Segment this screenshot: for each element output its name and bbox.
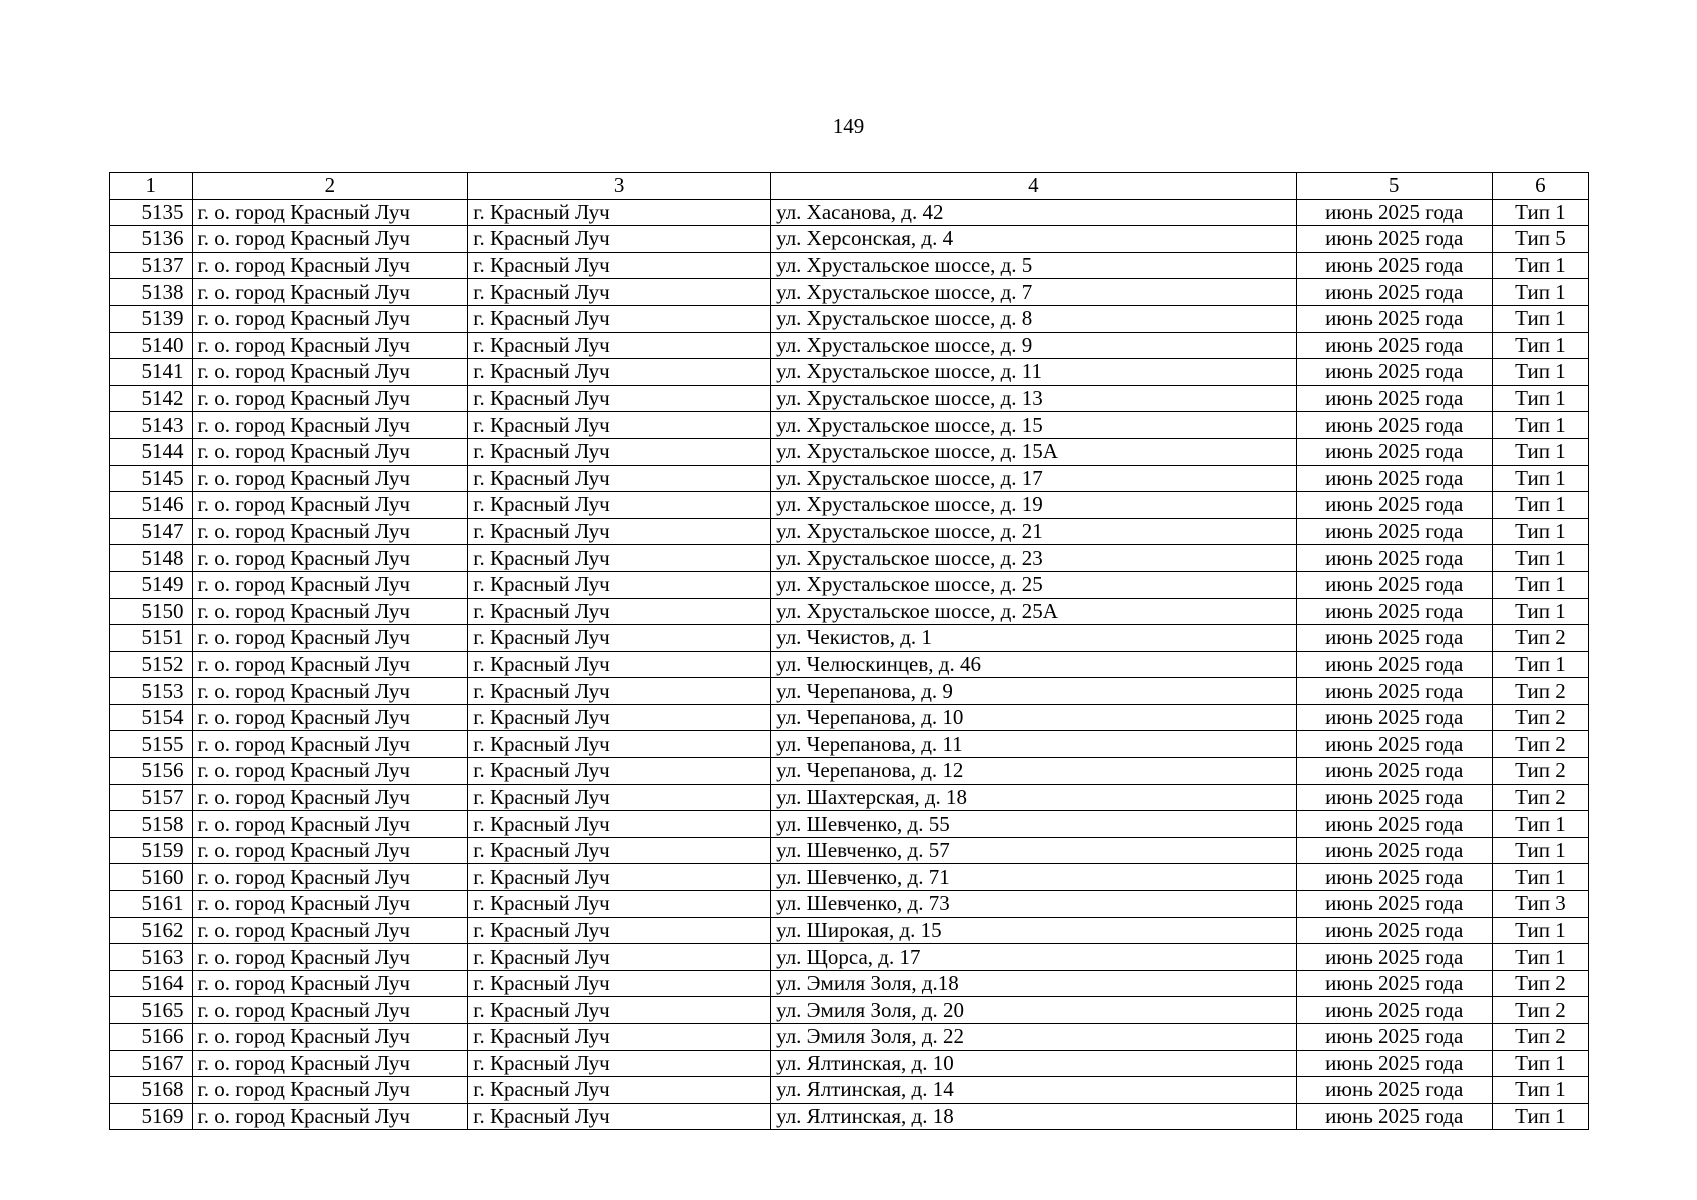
municipality-cell: г. о. город Красный Луч <box>192 252 468 279</box>
address-cell: ул. Хрустальское шоссе, д. 9 <box>771 332 1296 359</box>
settlement-cell: г. Красный Луч <box>468 465 771 492</box>
table-row <box>110 997 1589 1024</box>
table-row <box>110 438 1589 465</box>
period-cell: июнь 2025 года <box>1296 997 1492 1024</box>
municipality-cell: г. о. город Красный Луч <box>192 704 468 731</box>
row-number-cell: 5135 <box>110 199 193 226</box>
period-cell: июнь 2025 года <box>1296 917 1492 944</box>
type-cell: Тип 2 <box>1492 1024 1588 1051</box>
table-row <box>110 412 1589 439</box>
period-cell: июнь 2025 года <box>1296 1103 1492 1130</box>
municipality-cell: г. о. город Красный Луч <box>192 625 468 652</box>
period-cell: июнь 2025 года <box>1296 944 1492 971</box>
municipality-cell: г. о. город Красный Луч <box>192 385 468 412</box>
settlement-cell: г. Красный Луч <box>468 332 771 359</box>
period-cell: июнь 2025 года <box>1296 598 1492 625</box>
period-cell: июнь 2025 года <box>1296 625 1492 652</box>
address-cell: ул. Хрустальское шоссе, д. 21 <box>771 518 1296 545</box>
municipality-cell: г. о. город Красный Луч <box>192 199 468 226</box>
period-cell: июнь 2025 года <box>1296 837 1492 864</box>
address-cell: ул. Ялтинская, д. 10 <box>771 1050 1296 1077</box>
row-number-cell: 5164 <box>110 970 193 997</box>
table-row <box>110 651 1589 678</box>
address-cell: ул. Челюскинцев, д. 46 <box>771 651 1296 678</box>
municipality-cell: г. о. город Красный Луч <box>192 864 468 891</box>
period-cell: июнь 2025 года <box>1296 651 1492 678</box>
settlement-cell: г. Красный Луч <box>468 252 771 279</box>
column-header-4: 4 <box>771 173 1296 200</box>
table-row <box>110 598 1589 625</box>
type-cell: Тип 1 <box>1492 811 1588 838</box>
municipality-cell: г. о. город Красный Луч <box>192 465 468 492</box>
table-row <box>110 332 1589 359</box>
row-number-cell: 5158 <box>110 811 193 838</box>
address-cell: ул. Хрустальское шоссе, д. 7 <box>771 279 1296 306</box>
type-cell: Тип 2 <box>1492 704 1588 731</box>
row-number-cell: 5159 <box>110 837 193 864</box>
page-number: 149 <box>832 114 865 138</box>
address-cell: ул. Шевченко, д. 55 <box>771 811 1296 838</box>
period-cell: июнь 2025 года <box>1296 518 1492 545</box>
settlement-cell: г. Красный Луч <box>468 545 771 572</box>
table-row <box>110 970 1589 997</box>
table-row <box>110 545 1589 572</box>
address-cell: ул. Эмиля Золя, д. 20 <box>771 997 1296 1024</box>
table-row <box>110 226 1589 253</box>
table-row <box>110 891 1589 918</box>
period-cell: июнь 2025 года <box>1296 1050 1492 1077</box>
type-cell: Тип 1 <box>1492 412 1588 439</box>
row-number-cell: 5161 <box>110 891 193 918</box>
period-cell: июнь 2025 года <box>1296 359 1492 386</box>
address-cell: ул. Хрустальское шоссе, д. 5 <box>771 252 1296 279</box>
row-number-cell: 5169 <box>110 1103 193 1130</box>
type-cell: Тип 2 <box>1492 731 1588 758</box>
table-row <box>110 252 1589 279</box>
period-cell: июнь 2025 года <box>1296 704 1492 731</box>
row-number-cell: 5138 <box>110 279 193 306</box>
type-cell: Тип 1 <box>1492 1103 1588 1130</box>
row-number-cell: 5151 <box>110 625 193 652</box>
row-number-cell: 5149 <box>110 571 193 598</box>
address-cell: ул. Ялтинская, д. 14 <box>771 1077 1296 1104</box>
row-number-cell: 5147 <box>110 518 193 545</box>
municipality-cell: г. о. город Красный Луч <box>192 758 468 785</box>
settlement-cell: г. Красный Луч <box>468 1077 771 1104</box>
type-cell: Тип 2 <box>1492 997 1588 1024</box>
municipality-cell: г. о. город Красный Луч <box>192 279 468 306</box>
table-row <box>110 1050 1589 1077</box>
settlement-cell: г. Красный Луч <box>468 997 771 1024</box>
settlement-cell: г. Красный Луч <box>468 758 771 785</box>
row-number-cell: 5154 <box>110 704 193 731</box>
address-cell: ул. Хрустальское шоссе, д. 25А <box>771 598 1296 625</box>
period-cell: июнь 2025 года <box>1296 970 1492 997</box>
type-cell: Тип 1 <box>1492 385 1588 412</box>
table-row <box>110 1077 1589 1104</box>
address-cell: ул. Хрустальское шоссе, д. 11 <box>771 359 1296 386</box>
settlement-cell: г. Красный Луч <box>468 784 771 811</box>
address-cell: ул. Хрустальское шоссе, д. 25 <box>771 571 1296 598</box>
type-cell: Тип 1 <box>1492 1050 1588 1077</box>
municipality-cell: г. о. город Красный Луч <box>192 651 468 678</box>
address-cell: ул. Хрустальское шоссе, д. 23 <box>771 545 1296 572</box>
period-cell: июнь 2025 года <box>1296 864 1492 891</box>
address-cell: ул. Ялтинская, д. 18 <box>771 1103 1296 1130</box>
row-number-cell: 5152 <box>110 651 193 678</box>
table-row <box>110 837 1589 864</box>
row-number-cell: 5160 <box>110 864 193 891</box>
table-row <box>110 199 1589 226</box>
row-number-cell: 5163 <box>110 944 193 971</box>
address-cell: ул. Хрустальское шоссе, д. 15 <box>771 412 1296 439</box>
row-number-cell: 5136 <box>110 226 193 253</box>
row-number-cell: 5166 <box>110 1024 193 1051</box>
table-row <box>110 625 1589 652</box>
table-row <box>110 465 1589 492</box>
type-cell: Тип 1 <box>1492 252 1588 279</box>
address-cell: ул. Эмиля Золя, д.18 <box>771 970 1296 997</box>
period-cell: июнь 2025 года <box>1296 305 1492 332</box>
municipality-cell: г. о. город Красный Луч <box>192 1103 468 1130</box>
table-body <box>110 173 1589 1130</box>
period-cell: июнь 2025 года <box>1296 226 1492 253</box>
table-row <box>110 359 1589 386</box>
type-cell: Тип 1 <box>1492 518 1588 545</box>
municipality-cell: г. о. город Красный Луч <box>192 811 468 838</box>
type-cell: Тип 1 <box>1492 837 1588 864</box>
address-cell: ул. Хрустальское шоссе, д. 17 <box>771 465 1296 492</box>
municipality-cell: г. о. город Красный Луч <box>192 731 468 758</box>
row-number-cell: 5146 <box>110 492 193 519</box>
type-cell: Тип 1 <box>1492 199 1588 226</box>
municipality-cell: г. о. город Красный Луч <box>192 997 468 1024</box>
settlement-cell: г. Красный Луч <box>468 1024 771 1051</box>
period-cell: июнь 2025 года <box>1296 438 1492 465</box>
column-header-3: 3 <box>468 173 771 200</box>
type-cell: Тип 1 <box>1492 279 1588 306</box>
row-number-cell: 5144 <box>110 438 193 465</box>
row-number-cell: 5156 <box>110 758 193 785</box>
settlement-cell: г. Красный Луч <box>468 226 771 253</box>
municipality-cell: г. о. город Красный Луч <box>192 359 468 386</box>
address-cell: ул. Хасанова, д. 42 <box>771 199 1296 226</box>
address-cell: ул. Хрустальское шоссе, д. 13 <box>771 385 1296 412</box>
settlement-cell: г. Красный Луч <box>468 438 771 465</box>
period-cell: июнь 2025 года <box>1296 678 1492 705</box>
municipality-cell: г. о. город Красный Луч <box>192 837 468 864</box>
settlement-cell: г. Красный Луч <box>468 1050 771 1077</box>
table-row <box>110 518 1589 545</box>
address-cell: ул. Черепанова, д. 12 <box>771 758 1296 785</box>
row-number-cell: 5167 <box>110 1050 193 1077</box>
row-number-cell: 5148 <box>110 545 193 572</box>
table-row <box>110 784 1589 811</box>
type-cell: Тип 2 <box>1492 625 1588 652</box>
address-cell: ул. Хрустальское шоссе, д. 19 <box>771 492 1296 519</box>
settlement-cell: г. Красный Луч <box>468 279 771 306</box>
row-number-cell: 5150 <box>110 598 193 625</box>
type-cell: Тип 1 <box>1492 492 1588 519</box>
table-row <box>110 944 1589 971</box>
municipality-cell: г. о. город Красный Луч <box>192 518 468 545</box>
settlement-cell: г. Красный Луч <box>468 970 771 997</box>
settlement-cell: г. Красный Луч <box>468 891 771 918</box>
type-cell: Тип 1 <box>1492 305 1588 332</box>
table-row <box>110 279 1589 306</box>
municipality-cell: г. о. город Красный Луч <box>192 917 468 944</box>
type-cell: Тип 2 <box>1492 784 1588 811</box>
address-cell: ул. Эмиля Золя, д. 22 <box>771 1024 1296 1051</box>
period-cell: июнь 2025 года <box>1296 385 1492 412</box>
period-cell: июнь 2025 года <box>1296 199 1492 226</box>
municipality-cell: г. о. город Красный Луч <box>192 784 468 811</box>
table-row <box>110 864 1589 891</box>
address-cell: ул. Хрустальское шоссе, д. 15А <box>771 438 1296 465</box>
settlement-cell: г. Красный Луч <box>468 704 771 731</box>
settlement-cell: г. Красный Луч <box>468 837 771 864</box>
settlement-cell: г. Красный Луч <box>468 651 771 678</box>
type-cell: Тип 1 <box>1492 571 1588 598</box>
address-cell: ул. Черепанова, д. 9 <box>771 678 1296 705</box>
municipality-cell: г. о. город Красный Луч <box>192 226 468 253</box>
type-cell: Тип 2 <box>1492 970 1588 997</box>
address-cell: ул. Шевченко, д. 73 <box>771 891 1296 918</box>
type-cell: Тип 3 <box>1492 891 1588 918</box>
row-number-cell: 5168 <box>110 1077 193 1104</box>
address-cell: ул. Черепанова, д. 10 <box>771 704 1296 731</box>
type-cell: Тип 1 <box>1492 917 1588 944</box>
period-cell: июнь 2025 года <box>1296 571 1492 598</box>
address-cell: ул. Херсонская, д. 4 <box>771 226 1296 253</box>
table-row <box>110 1024 1589 1051</box>
settlement-cell: г. Красный Луч <box>468 571 771 598</box>
period-cell: июнь 2025 года <box>1296 252 1492 279</box>
period-cell: июнь 2025 года <box>1296 811 1492 838</box>
table-row <box>110 678 1589 705</box>
type-cell: Тип 1 <box>1492 1077 1588 1104</box>
type-cell: Тип 5 <box>1492 226 1588 253</box>
municipality-cell: г. о. город Красный Луч <box>192 1050 468 1077</box>
column-header-6: 6 <box>1492 173 1588 200</box>
table-header-row <box>110 173 1589 200</box>
address-cell: ул. Чекистов, д. 1 <box>771 625 1296 652</box>
settlement-cell: г. Красный Луч <box>468 412 771 439</box>
settlement-cell: г. Красный Луч <box>468 305 771 332</box>
municipality-cell: г. о. город Красный Луч <box>192 545 468 572</box>
type-cell: Тип 1 <box>1492 465 1588 492</box>
table-row <box>110 758 1589 785</box>
table-row <box>110 704 1589 731</box>
row-number-cell: 5137 <box>110 252 193 279</box>
table-row <box>110 385 1589 412</box>
period-cell: июнь 2025 года <box>1296 731 1492 758</box>
row-number-cell: 5143 <box>110 412 193 439</box>
row-number-cell: 5145 <box>110 465 193 492</box>
type-cell: Тип 1 <box>1492 332 1588 359</box>
period-cell: июнь 2025 года <box>1296 412 1492 439</box>
municipality-cell: г. о. город Красный Луч <box>192 305 468 332</box>
municipality-cell: г. о. город Красный Луч <box>192 598 468 625</box>
table-row <box>110 811 1589 838</box>
period-cell: июнь 2025 года <box>1296 332 1492 359</box>
row-number-cell: 5155 <box>110 731 193 758</box>
address-cell: ул. Щорса, д. 17 <box>771 944 1296 971</box>
municipality-cell: г. о. город Красный Луч <box>192 970 468 997</box>
table-row <box>110 492 1589 519</box>
settlement-cell: г. Красный Луч <box>468 678 771 705</box>
type-cell: Тип 1 <box>1492 598 1588 625</box>
type-cell: Тип 2 <box>1492 678 1588 705</box>
row-number-cell: 5141 <box>110 359 193 386</box>
settlement-cell: г. Красный Луч <box>468 518 771 545</box>
address-cell: ул. Шевченко, д. 57 <box>771 837 1296 864</box>
column-header-1: 1 <box>110 173 193 200</box>
type-cell: Тип 1 <box>1492 944 1588 971</box>
registry-table <box>109 172 1589 1130</box>
municipality-cell: г. о. город Красный Луч <box>192 944 468 971</box>
column-header-2: 2 <box>192 173 468 200</box>
table-row <box>110 731 1589 758</box>
type-cell: Тип 2 <box>1492 758 1588 785</box>
type-cell: Тип 1 <box>1492 438 1588 465</box>
period-cell: июнь 2025 года <box>1296 465 1492 492</box>
municipality-cell: г. о. город Красный Луч <box>192 891 468 918</box>
type-cell: Тип 1 <box>1492 651 1588 678</box>
period-cell: июнь 2025 года <box>1296 1077 1492 1104</box>
table-row <box>110 571 1589 598</box>
address-cell: ул. Широкая, д. 15 <box>771 917 1296 944</box>
settlement-cell: г. Красный Луч <box>468 1103 771 1130</box>
row-number-cell: 5165 <box>110 997 193 1024</box>
municipality-cell: г. о. город Красный Луч <box>192 332 468 359</box>
municipality-cell: г. о. город Красный Луч <box>192 1024 468 1051</box>
address-cell: ул. Шевченко, д. 71 <box>771 864 1296 891</box>
municipality-cell: г. о. город Красный Луч <box>192 492 468 519</box>
period-cell: июнь 2025 года <box>1296 1024 1492 1051</box>
period-cell: июнь 2025 года <box>1296 891 1492 918</box>
municipality-cell: г. о. город Красный Луч <box>192 438 468 465</box>
row-number-cell: 5139 <box>110 305 193 332</box>
settlement-cell: г. Красный Луч <box>468 199 771 226</box>
settlement-cell: г. Красный Луч <box>468 625 771 652</box>
settlement-cell: г. Красный Луч <box>468 864 771 891</box>
settlement-cell: г. Красный Луч <box>468 811 771 838</box>
address-cell: ул. Хрустальское шоссе, д. 8 <box>771 305 1296 332</box>
period-cell: июнь 2025 года <box>1296 492 1492 519</box>
table-row <box>110 305 1589 332</box>
address-cell: ул. Шахтерская, д. 18 <box>771 784 1296 811</box>
type-cell: Тип 1 <box>1492 864 1588 891</box>
settlement-cell: г. Красный Луч <box>468 944 771 971</box>
settlement-cell: г. Красный Луч <box>468 492 771 519</box>
period-cell: июнь 2025 года <box>1296 784 1492 811</box>
row-number-cell: 5142 <box>110 385 193 412</box>
row-number-cell: 5162 <box>110 917 193 944</box>
settlement-cell: г. Красный Луч <box>468 385 771 412</box>
type-cell: Тип 1 <box>1492 545 1588 572</box>
row-number-cell: 5140 <box>110 332 193 359</box>
row-number-cell: 5153 <box>110 678 193 705</box>
municipality-cell: г. о. город Красный Луч <box>192 571 468 598</box>
municipality-cell: г. о. город Красный Луч <box>192 412 468 439</box>
settlement-cell: г. Красный Луч <box>468 731 771 758</box>
settlement-cell: г. Красный Луч <box>468 598 771 625</box>
type-cell: Тип 1 <box>1492 359 1588 386</box>
address-cell: ул. Черепанова, д. 11 <box>771 731 1296 758</box>
settlement-cell: г. Красный Луч <box>468 917 771 944</box>
column-header-5: 5 <box>1296 173 1492 200</box>
municipality-cell: г. о. город Красный Луч <box>192 678 468 705</box>
municipality-cell: г. о. город Красный Луч <box>192 1077 468 1104</box>
settlement-cell: г. Красный Луч <box>468 359 771 386</box>
row-number-cell: 5157 <box>110 784 193 811</box>
table-row <box>110 1103 1589 1130</box>
table-row <box>110 917 1589 944</box>
period-cell: июнь 2025 года <box>1296 545 1492 572</box>
period-cell: июнь 2025 года <box>1296 279 1492 306</box>
period-cell: июнь 2025 года <box>1296 758 1492 785</box>
